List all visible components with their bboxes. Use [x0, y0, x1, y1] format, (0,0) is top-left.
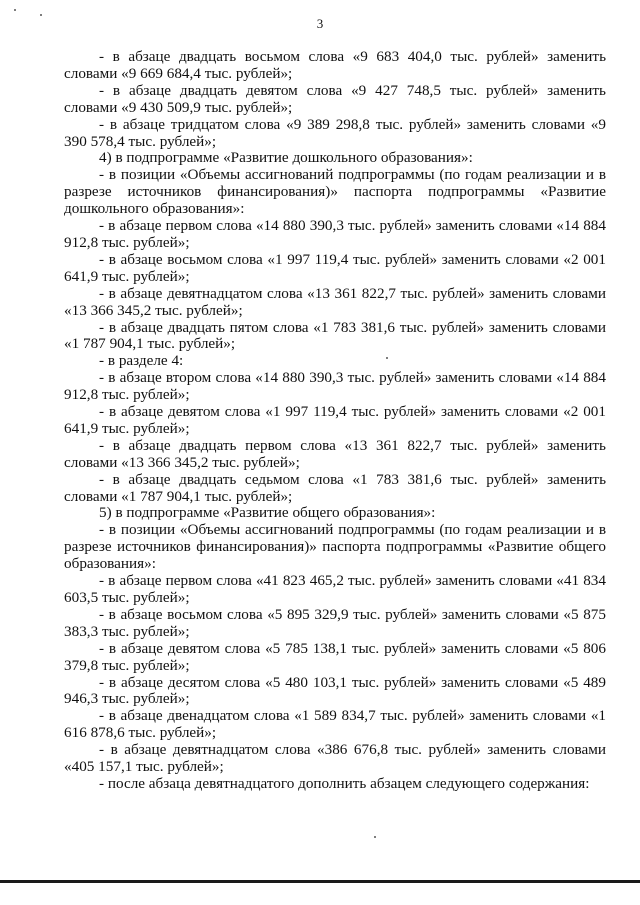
paragraph-2: - в абзаце двадцать девятом слова «9 427 748,5 тыс. рублей» заменить словами «9 430 509,9 тыс. рублей»;	[64, 81, 606, 116]
paragraph-5: - в позиции «Объемы ассигнований подпрограммы (по годам реализации и в разрезе источников финансирования)» паспорта подпрограммы «Развитие дошкольного образования»:	[64, 166, 606, 218]
paragraph-21: - в абзаце двенадцатом слова «1 589 834,7 тыс. рублей» заменить словами «1 616 878,6 тыс. рублей»;	[64, 707, 606, 742]
paragraph-14: - в абзаце двадцать седьмом слова «1 783 381,6 тыс. рублей» заменить словами «1 787 904,1 тыс. рублей»;	[64, 470, 606, 505]
paragraph-16: - в позиции «Объемы ассигнований подпрограммы (по годам реализации и в разрезе источников финансирования)» паспорта подпрограммы «Развитие общего образования»:	[64, 521, 606, 573]
scan-speck	[14, 9, 16, 11]
paragraph-13: - в абзаце двадцать первом слова «13 361 822,7 тыс. рублей» заменить словами «13 366 345,2 тыс. рублей»;	[64, 436, 606, 471]
scan-speck	[386, 357, 388, 359]
bottom-rule	[0, 880, 640, 883]
paragraph-9: - в абзаце двадцать пятом слова «1 783 381,6 тыс. рублей» заменить словами «1 787 904,1 тыс. рублей»;	[64, 318, 606, 353]
scan-speck	[374, 836, 376, 838]
document-body	[64, 49, 606, 793]
paragraph-15: 5) в подпрограмме «Развитие общего образования»:	[99, 504, 436, 522]
paragraph-1: - в абзаце двадцать восьмом слова «9 683 404,0 тыс. рублей» заменить словами «9 669 684,4 тыс. рублей»;	[64, 48, 606, 82]
paragraph-4: 4) в подпрограмме «Развитие дошкольного образования»:	[99, 149, 473, 167]
page-number: 3	[316, 16, 324, 31]
paragraph-6: - в абзаце первом слова «14 880 390,3 тыс. рублей» заменить словами «14 884 912,8 тыс. рублей»;	[64, 217, 606, 251]
paragraph-23: - после абзаца девятнадцатого дополнить абзацем следующего содержания:	[99, 774, 590, 792]
paragraph-11: - в абзаце втором слова «14 880 390,3 тыс. рублей» заменить словами «14 884 912,8 тыс. рублей»;	[64, 369, 606, 404]
paragraph-8: - в абзаце девятнадцатом слова «13 361 822,7 тыс. рублей» заменить словами «13 366 345,2 тыс. рублей»;	[64, 284, 606, 319]
paragraph-3: - в абзаце тридцатом слова «9 389 298,8 тыс. рублей» заменить словами «9 390 578,4 тыс. рублей»;	[64, 115, 606, 150]
paragraph-17: - в абзаце первом слова «41 823 465,2 тыс. рублей» заменить словами «41 834 603,5 тыс. рублей»;	[64, 572, 606, 606]
paragraph-19: - в абзаце девятом слова «5 785 138,1 тыс. рублей» заменить словами «5 806 379,8 тыс. рублей»;	[64, 639, 606, 674]
scan-speck	[40, 14, 42, 16]
paragraph-10: - в разделе 4:	[99, 352, 184, 370]
paragraph-22: - в абзаце девятнадцатом слова «386 676,8 тыс. рублей» заменить словами «405 157,1 тыс. рублей»;	[64, 741, 606, 776]
paragraph-20: - в абзаце десятом слова «5 480 103,1 тыс. рублей» заменить словами «5 489 946,3 тыс. рублей»;	[64, 673, 606, 708]
paragraph-7: - в абзаце восьмом слова «1 997 119,4 тыс. рублей» заменить словами «2 001 641,9 тыс. рублей»;	[64, 250, 606, 285]
paragraph-12: - в абзаце девятом слова «1 997 119,4 тыс. рублей» заменить словами «2 001 641,9 тыс. рублей»;	[64, 403, 606, 437]
paragraph-18: - в абзаце восьмом слова «5 895 329,9 тыс. рублей» заменить словами «5 875 383,3 тыс. рублей»;	[64, 605, 606, 640]
